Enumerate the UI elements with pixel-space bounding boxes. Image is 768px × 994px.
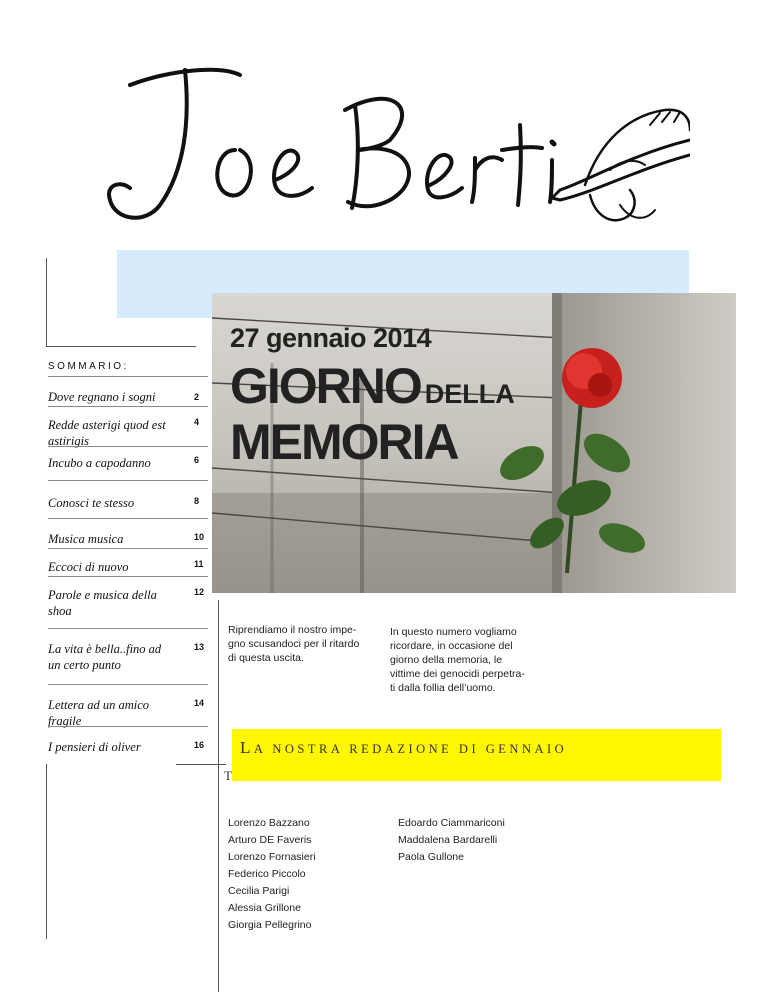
toc-item[interactable]	[48, 726, 208, 754]
left-rule-top	[46, 258, 47, 346]
toc-item-title: Eccoci di nuovo	[48, 560, 129, 574]
hero-word-della: DELLA	[424, 379, 515, 409]
staff-name: Arturo DE Faveris	[228, 834, 312, 846]
staff-name: Edoardo Ciammariconi	[398, 817, 505, 829]
staff-name: Maddalena Bardarelli	[398, 834, 498, 846]
toc-item-title: Musica musica	[48, 532, 124, 546]
staff-name: Lorenzo Fornasieri	[228, 851, 316, 863]
staff-name: Cecilia Parigi	[228, 885, 290, 897]
staff-name: Giorgia Pellegrino	[228, 919, 312, 931]
toc-item-title: I pensieri di oliver	[48, 740, 141, 754]
intro-left-text: Riprendiamo il nostro impe-gno scusandoci per il ritardo di questa uscita.	[228, 624, 360, 664]
toc-item-page: 16	[194, 740, 205, 750]
hero-image	[212, 293, 736, 593]
staff-name: Federico Piccolo	[228, 868, 306, 880]
toc-item-page: 11	[194, 559, 204, 569]
toc-item[interactable]	[48, 548, 208, 574]
toc-item-page: 2	[194, 392, 200, 402]
toc-item-title: Parole e musica della shoa	[48, 588, 157, 618]
toc-item[interactable]	[48, 480, 208, 510]
staff-name: Paola Gullone	[398, 851, 464, 863]
toc-item[interactable]	[48, 446, 208, 470]
toc-item-page: 10	[194, 532, 205, 542]
toc-item-title: Lettera ad un amico fragile	[48, 698, 150, 728]
toc-item[interactable]	[48, 684, 208, 728]
redazione-title: LA NOSTRA REDAZIONE DI GENNAIO	[240, 738, 568, 757]
left-rule-bottom	[46, 764, 47, 939]
column-divider	[218, 600, 219, 992]
toc-item[interactable]	[48, 376, 208, 404]
toc-item-title: Conosci te stesso	[48, 496, 135, 510]
redazione-stray-letter: T	[224, 768, 232, 783]
toc-item-page: 4	[194, 417, 200, 427]
toc-item[interactable]	[48, 406, 208, 448]
hero-word-memoria: MEMORIA	[230, 414, 458, 470]
toc-item-page: 8	[194, 496, 200, 506]
staff-list-left	[228, 815, 316, 934]
sidebar-top-rule	[46, 346, 196, 347]
hero-headline-line2	[230, 357, 515, 415]
toc-item-title: Dove regnano i sogni	[48, 390, 156, 404]
toc-item-title: La vita è bella..fino ad un certo punto	[48, 642, 162, 672]
hero-word-giorno: GIORNO	[230, 358, 421, 414]
toc-item-title: Redde asterigi quod est astirigis	[48, 418, 166, 448]
intro-right-text: In questo numero vogliamo ricordare, in occasione del giorno della memoria, le vittime dei genocidi perpetra-ti dalla follia dell’uomo.	[390, 626, 525, 694]
hero-date: 27 gennaio 2014	[230, 323, 432, 353]
redazione-banner	[232, 729, 721, 781]
toc-item-page: 14	[194, 698, 205, 708]
staff-name: Alessia Grillone	[228, 902, 301, 914]
sommario-heading: SOMMARIO:	[48, 361, 129, 372]
toc-item-title: Incubo a capodanno	[48, 456, 151, 470]
toc-item[interactable]	[48, 518, 208, 546]
staff-list-right	[398, 815, 505, 866]
masthead-logo	[90, 30, 690, 260]
toc-item[interactable]	[48, 628, 208, 672]
staff-name: Lorenzo Bazzano	[228, 817, 310, 829]
toc-item-page: 12	[194, 587, 205, 597]
toc-item-page: 6	[194, 455, 200, 465]
toc-item-page: 13	[194, 642, 205, 652]
toc-item[interactable]	[48, 576, 208, 618]
